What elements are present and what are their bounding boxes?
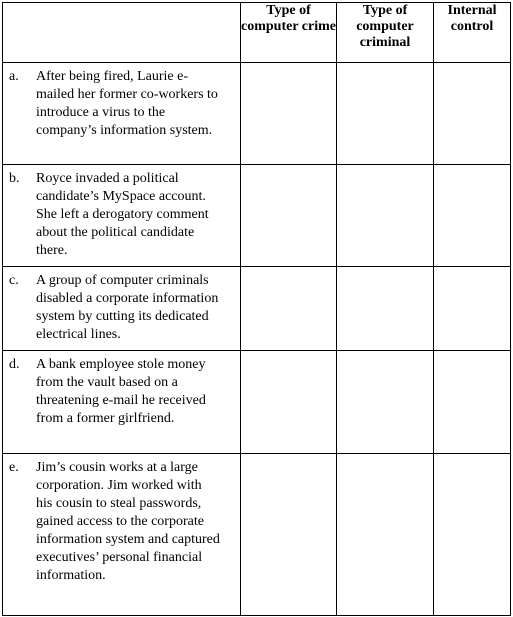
scenario-cell bbox=[3, 267, 241, 351]
scenario-letter: e. bbox=[9, 460, 19, 475]
scenario-letter: c. bbox=[9, 273, 19, 288]
header-row bbox=[3, 3, 511, 63]
scenario-text: Jim’s cousin works at a large corporation. Jim worked with his cousin to steal passwords, gained access to the corporate information system and captured executives’ personal financial information. bbox=[36, 460, 220, 583]
scenario-cell bbox=[3, 63, 241, 165]
scenario-letter: b. bbox=[9, 171, 20, 186]
internal-control-cell[interactable] bbox=[434, 351, 511, 454]
crime-type-header: Type of computer crime bbox=[241, 3, 337, 63]
table-row bbox=[3, 454, 511, 616]
scenario-letter: a. bbox=[9, 69, 19, 84]
scenario-text: A bank employee stole money from the vault based on a threatening e-mail he received from a former girlfriend. bbox=[36, 357, 206, 426]
criminal-type-cell[interactable] bbox=[337, 267, 434, 351]
crime-type-cell[interactable] bbox=[241, 351, 337, 454]
crime-type-cell[interactable] bbox=[241, 267, 337, 351]
criminal-type-cell[interactable] bbox=[337, 165, 434, 267]
table-row bbox=[3, 63, 511, 165]
table-row bbox=[3, 165, 511, 267]
scenario-letter: d. bbox=[9, 357, 20, 372]
table-row bbox=[3, 267, 511, 351]
criminal-type-header: Type of computer criminal bbox=[337, 3, 434, 63]
criminal-type-cell[interactable] bbox=[337, 351, 434, 454]
scenario-text: After being fired, Laurie e-mailed her former co-workers to introduce a virus to the company’s information system. bbox=[36, 69, 218, 138]
criminal-type-cell[interactable] bbox=[337, 63, 434, 165]
internal-control-cell[interactable] bbox=[434, 63, 511, 165]
scenario-header bbox=[3, 3, 241, 63]
criminal-type-cell[interactable] bbox=[337, 454, 434, 616]
table-row bbox=[3, 351, 511, 454]
computer-crime-worksheet bbox=[2, 2, 511, 616]
crime-type-cell[interactable] bbox=[241, 165, 337, 267]
internal-control-header: Internal control bbox=[434, 3, 511, 63]
internal-control-cell[interactable] bbox=[434, 454, 511, 616]
crime-type-cell[interactable] bbox=[241, 454, 337, 616]
scenario-text: A group of computer criminals disabled a corporate information system by cutting its dedicated electrical lines. bbox=[36, 273, 219, 342]
scenario-cell bbox=[3, 454, 241, 616]
crime-type-cell[interactable] bbox=[241, 63, 337, 165]
internal-control-cell[interactable] bbox=[434, 165, 511, 267]
scenario-text: Royce invaded a political candidate’s MySpace account. She left a derogatory comment about the political candidate there. bbox=[36, 171, 209, 258]
internal-control-cell[interactable] bbox=[434, 267, 511, 351]
scenario-cell bbox=[3, 351, 241, 454]
scenario-cell bbox=[3, 165, 241, 267]
